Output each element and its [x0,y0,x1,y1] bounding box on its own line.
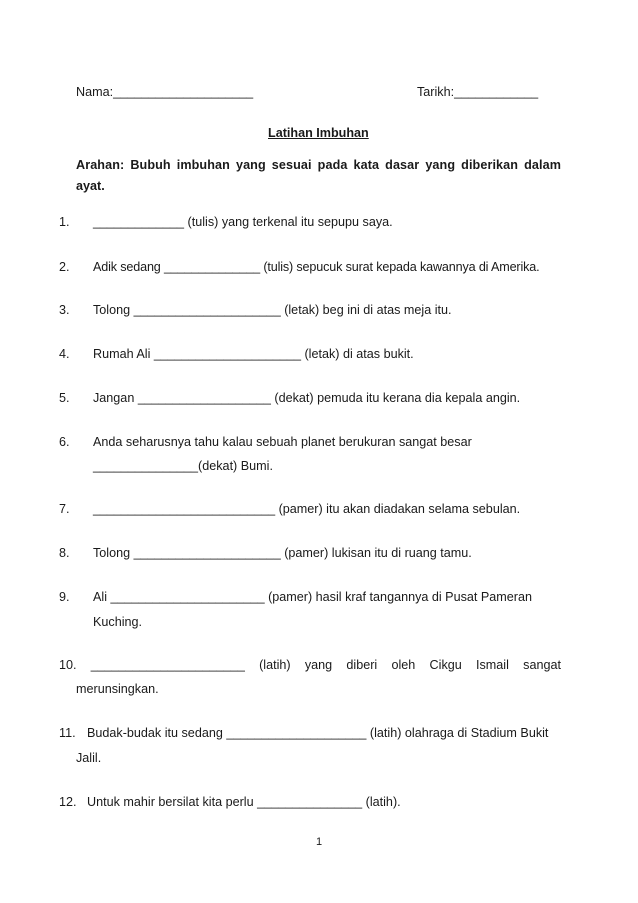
question-text: Adik sedang ______________ (tulis) sepucuk surat kepada kawannya di Amerika. [93,260,540,274]
question-text: Tolong _____________________ (letak) beg ini di atas meja itu. [93,303,452,317]
question-text: __________________________ (pamer) itu akan diadakan selama sebulan. [93,502,521,516]
question-number: 2. [59,260,70,274]
worksheet-title: Latihan Imbuhan [268,126,369,140]
question-text: Tolong _____________________ (pamer) lukisan itu di ruang tamu. [93,546,472,560]
question-number: 4. [59,347,70,361]
answer-blank: ______________________ [90,658,245,672]
question-number: 7. [59,502,70,516]
question-text-continued: Jalil. [76,751,102,765]
question-number: 1. [59,215,70,229]
name-field-label: Nama:____________________ [76,85,254,99]
question-10-line [59,657,561,673]
instructions-line-2: ayat. [76,179,105,193]
instructions-line-1: Arahan: Bubuh imbuhan yang sesuai pada kata dasar yang diberikan dalam [76,158,561,172]
question-text-continued: merunsingkan. [76,682,159,696]
question-text: Untuk mahir bersilat kita perlu _______________ (latih). [87,795,401,809]
question-word: diberi [346,658,378,672]
question-word: Cikgu [429,658,462,672]
question-number: 6. [59,435,70,449]
question-number: 12. [59,795,77,809]
question-text-continued: Kuching. [93,615,143,629]
question-number: 10. [59,658,77,672]
question-text: Ali ______________________ (pamer) hasil kraf tangannya di Pusat Pameran [93,590,532,604]
question-text: Jangan ___________________ (dekat) pemuda itu kerana dia kepala angin. [93,391,521,405]
question-word: Ismail [476,658,509,672]
page-number: 1 [315,836,323,848]
question-text-continued: _______________(dekat) Bumi. [93,459,273,473]
question-word: sangat [523,658,561,672]
question-text: Budak-budak itu sedang ____________________ (latih) olahraga di Stadium Bukit [87,726,549,740]
question-word: yang [304,658,333,672]
question-word: (latih) [259,658,291,672]
question-number: 5. [59,391,70,405]
question-text: Rumah Ali _____________________ (letak) di atas bukit. [93,347,414,361]
question-number: 8. [59,546,70,560]
question-number: 11. [59,726,76,740]
question-text: _____________ (tulis) yang terkenal itu sepupu saya. [93,215,393,229]
question-number: 3. [59,303,70,317]
question-text: Anda seharusnya tahu kalau sebuah planet berukuran sangat besar [93,435,472,449]
question-word: oleh [391,658,416,672]
date-field-label: Tarikh:____________ [417,85,539,99]
question-number: 9. [59,590,70,604]
